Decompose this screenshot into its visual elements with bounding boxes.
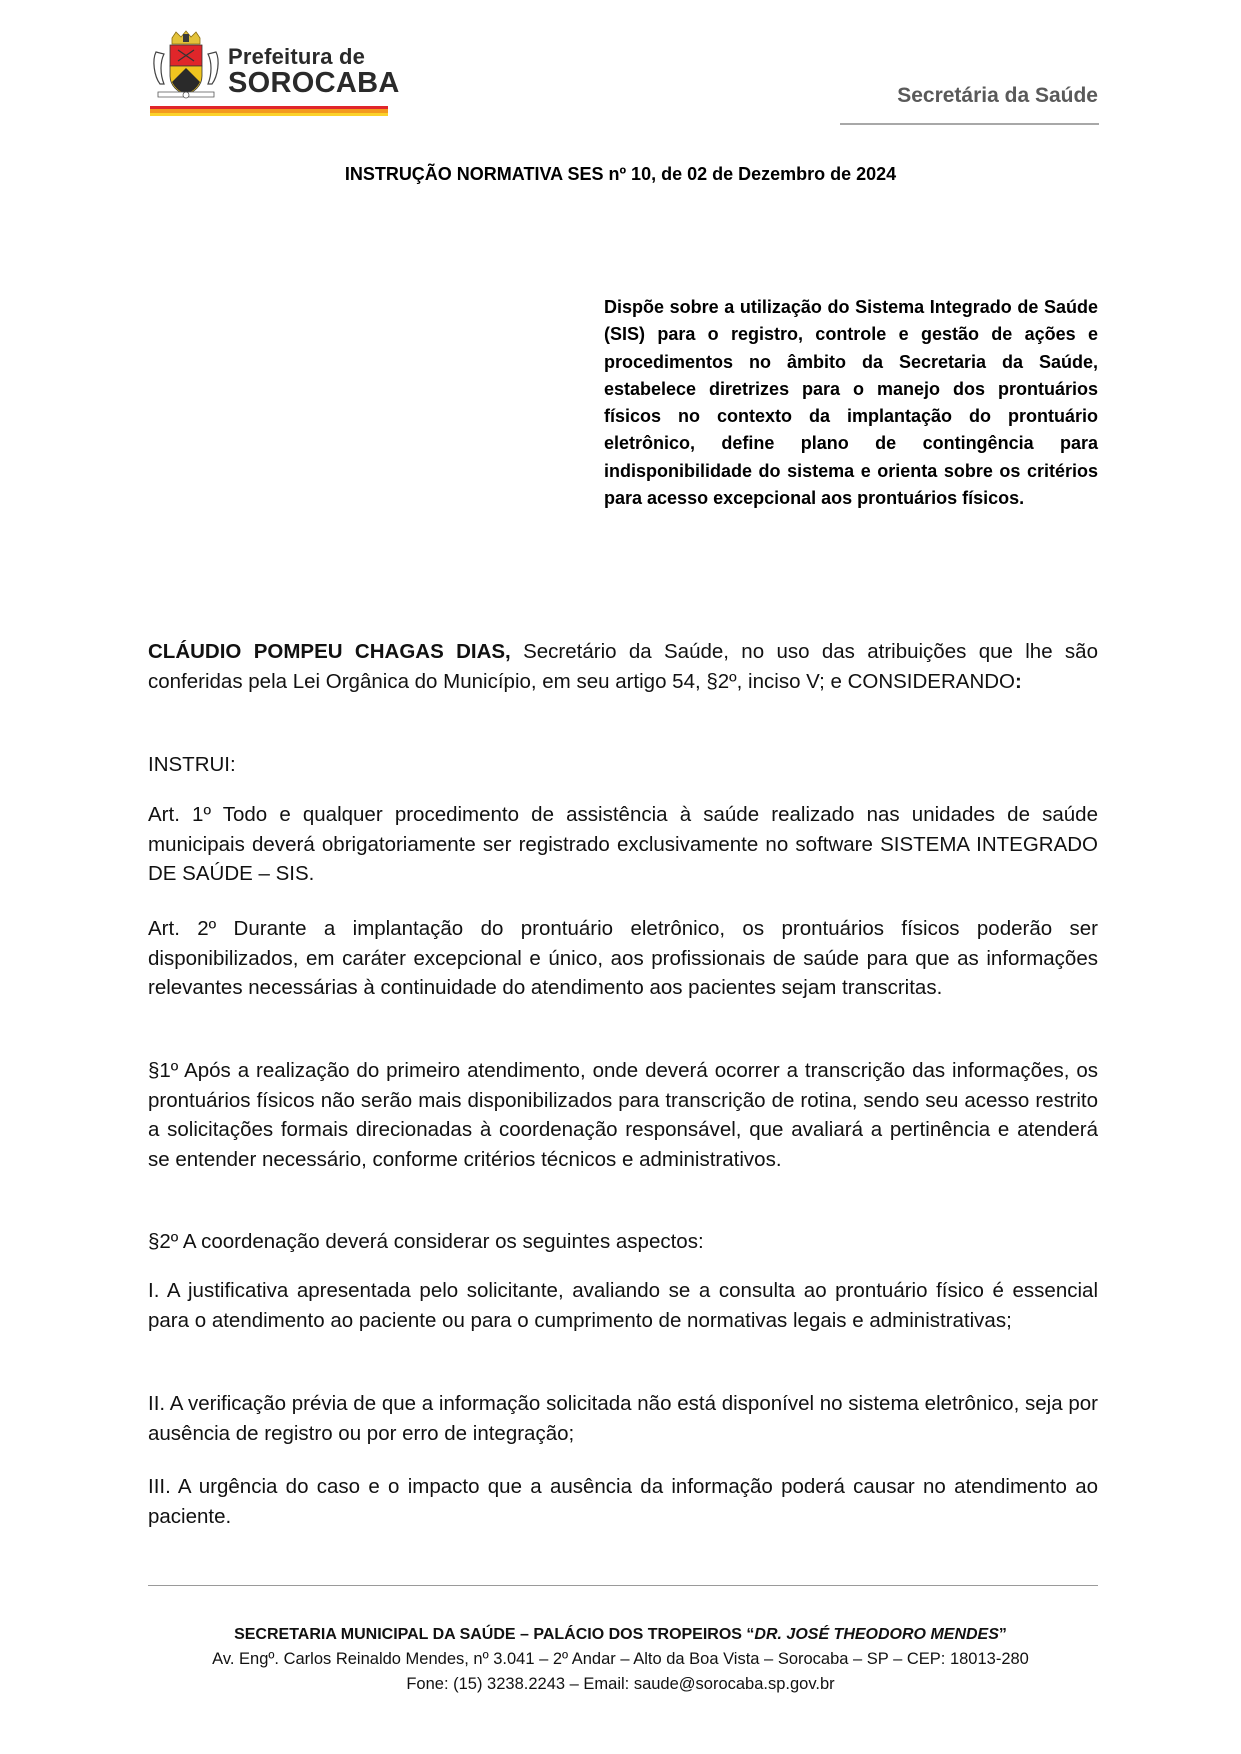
footer-institution-suffix: ” <box>998 1626 1007 1643</box>
brand-stripe <box>150 106 388 116</box>
brand-text <box>228 46 400 98</box>
department-name: Secretária da Saúde <box>897 84 1098 107</box>
coat-of-arms-icon <box>150 30 222 102</box>
article-2: Art. 2º Durante a implantação do prontuário eletrônico, os prontuários físicos poderão ser disponibilizados, em caráter excepcional e único, aos profissionais de saúde para que as informações relevantes necessárias à continuidade do atendimento aos pacientes sejam transcritas. <box>148 917 1098 999</box>
document-title: INSTRUÇÃO NORMATIVA SES nº 10, de 02 de Dezembro de 2024 <box>344 164 897 184</box>
item-ii: II. A verificação prévia de que a informação solicitada não está disponível no sistema eletrônico, seja por ausência de registro ou por erro de integração; <box>148 1392 1098 1445</box>
header-divider <box>840 123 1099 125</box>
item-i: I. A justificativa apresentada pelo solicitante, avaliando se a consulta ao prontuário físico é essencial para o atendimento ao paciente ou para o cumprimento de normativas legais e administrativas; <box>148 1279 1098 1332</box>
footer-divider <box>148 1585 1098 1586</box>
preamble-text: Secretário da Saúde, no uso das atribuições que lhe são conferidas pela Lei Orgânica do Município, em seu artigo 54, §2º, inciso V; e CONSIDERANDO <box>148 640 1098 693</box>
preamble-paragraph <box>148 637 1098 696</box>
footer-address: Av. Engº. Carlos Reinaldo Mendes, nº 3.041 – 2º Andar – Alto da Boa Vista – Sorocaba – SP – CEP: 18013-280 <box>212 1650 1029 1668</box>
instrui-heading: INSTRUI: <box>148 753 236 776</box>
paragraph-1: §1º Após a realização do primeiro atendimento, onde deverá ocorrer a transcrição das informações, os prontuários físicos não serão mais disponibilizados para transcrição de rotina, sendo seu acesso restrito a solicitações formais direcionadas à coordenação responsável, que avaliará a pertinência e atenderá se entender necessário, conforme critérios técnicos e administrativos. <box>148 1059 1098 1171</box>
article-1: Art. 1º Todo e qualquer procedimento de assistência à saúde realizado nas unidades de saúde municipais deverá obrigatoriamente ser registrado exclusivamente no software SISTEMA INTEGRADO DE SAÚDE – SIS. <box>148 803 1098 885</box>
footer-institution-prefix: SECRETARIA MUNICIPAL DA SAÚDE – PALÁCIO DOS TROPEIROS “ <box>234 1626 755 1643</box>
prefeitura-logo <box>150 30 400 120</box>
brand-line-2: SOROCABA <box>228 67 400 99</box>
brand-line-1: Prefeitura de <box>228 44 366 69</box>
footer-institution-name: DR. JOSÉ THEODORO MENDES <box>754 1626 999 1643</box>
item-iii: III. A urgência do caso e o impacto que a ausência da informação poderá causar no atendimento ao paciente. <box>148 1475 1098 1528</box>
page-footer <box>0 1622 1241 1697</box>
preamble-colon: : <box>1015 669 1022 693</box>
footer-contact: Fone: (15) 3238.2243 – Email: saude@sorocaba.sp.gov.br <box>406 1675 835 1693</box>
footer-institution <box>0 1622 1241 1647</box>
paragraph-2: §2º A coordenação deverá considerar os seguintes aspectos: <box>148 1230 704 1253</box>
document-ementa: Dispõe sobre a utilização do Sistema Integrado de Saúde (SIS) para o registro, controle e gestão de ações e procedimentos no âmbito da Secretaria da Saúde, estabelece diretrizes para o manejo dos prontuários físicos no contexto da implantação do prontuário eletrônico, define plano de contingência para indisponibilidade do sistema e orienta sobre os critérios para acesso excepcional aos prontuários físicos. <box>604 297 1098 509</box>
secretary-name: CLÁUDIO POMPEU CHAGAS DIAS, <box>148 640 511 663</box>
